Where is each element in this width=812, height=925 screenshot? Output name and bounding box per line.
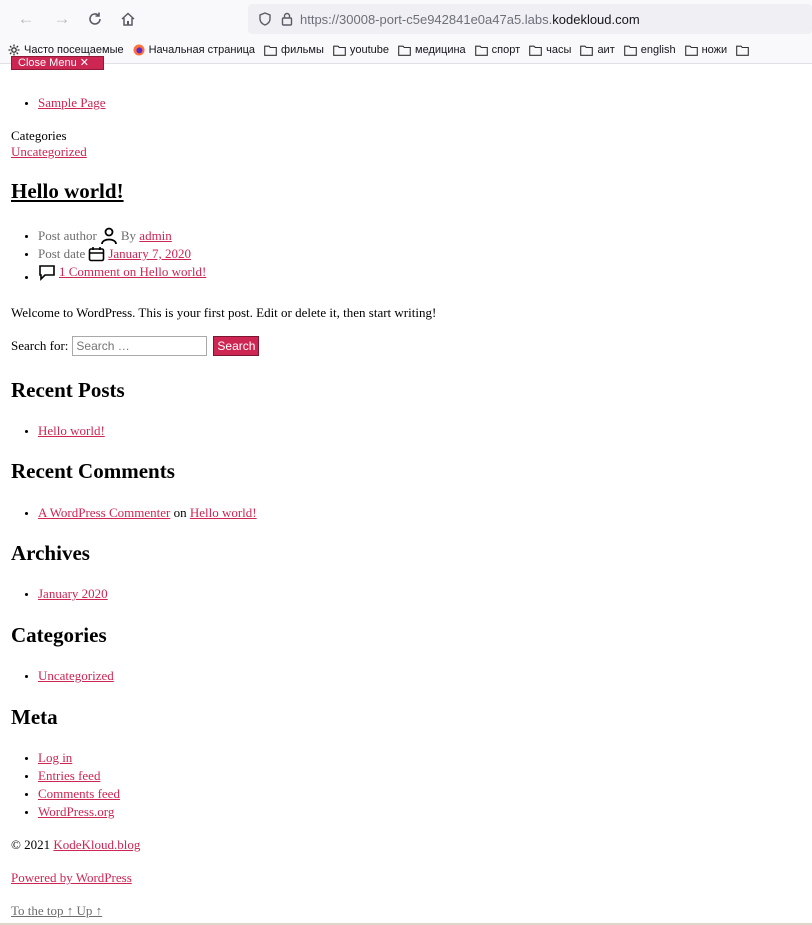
bookmark-folder[interactable] [736,45,753,56]
comments-link[interactable]: • 1 Comment on Hello world! [59,264,207,279]
meta-heading: Meta [11,705,58,729]
list-item [38,94,106,112]
recent-comments-list [0,504,257,522]
folder-icon [333,45,346,56]
wordpress-org-link[interactable]: WordPress.org [38,804,115,819]
post-author-item: • Post author By admin [38,227,206,245]
bookmark-folder[interactable]: english [624,44,676,56]
list-item: • A WordPress Commenter on Hello world! [38,504,257,522]
recent-post-link[interactable]: Hello world! [38,423,105,438]
list-item [38,749,120,767]
search-label: Search for: [11,338,69,353]
home-icon[interactable] [117,8,139,30]
folder-icon [580,45,593,56]
bookmarks-bar [0,37,812,64]
recent-posts-list [0,422,105,440]
lock-icon[interactable] [280,12,294,26]
bookmark-folder[interactable]: youtube [333,44,389,56]
list-item [38,667,114,685]
list-item [38,785,120,803]
category-link[interactable]: Uncategorized [38,668,114,683]
user-icon [100,227,118,245]
list-item [38,422,105,440]
folder-icon [398,45,411,56]
reload-icon[interactable] [84,8,106,30]
shield-icon[interactable] [258,12,272,26]
powered-by-link[interactable]: Powered by WordPress [11,870,132,885]
post-date-item: • Post date January 7, 2020 [38,245,206,263]
address-bar[interactable] [248,4,812,34]
post-title [11,179,124,204]
nav-categories-heading: Categories [11,128,67,143]
comment-icon [38,264,56,281]
footer-copyright: © 2021 KodeKloud.blog [11,837,141,852]
bookmark-folder[interactable]: фильмы [264,44,324,56]
archive-link[interactable]: January 2020 [38,586,108,601]
bookmark-frequent[interactable]: Часто посещаемые [8,44,124,56]
search-input[interactable] [72,336,207,356]
browser-toolbar [0,0,812,37]
back-arrow-icon[interactable]: ← [17,9,35,28]
meta-list [0,749,120,821]
folder-icon [475,45,488,56]
bookmark-folder[interactable]: ножи [685,44,728,56]
commented-post-link[interactable]: Hello world! [189,505,257,520]
url-domain: kodekloud.com [552,11,640,27]
list-item [38,585,108,603]
recent-posts-heading: Recent Posts [11,378,125,402]
nav-uncategorized-link[interactable]: Uncategorized [11,144,87,159]
folder-icon [264,45,277,56]
bookmark-home-page[interactable]: Начальная страница [133,44,255,56]
search-form [11,336,259,356]
close-menu-button[interactable]: Close Menu ✕ [11,56,104,70]
recent-comments-heading: Recent Comments [11,459,175,483]
search-button[interactable]: Search [213,336,259,356]
categories-heading: Categories [11,623,107,647]
post-date-link[interactable]: January 7, 2020 [108,246,191,261]
bookmark-folder[interactable]: аит [580,44,614,56]
archives-list [0,585,108,603]
post-body: Welcome to WordPress. This is your first post. Edit or delete it, then start writing! [11,305,437,320]
menu-list [0,94,106,112]
bookmark-folder[interactable]: часы [529,44,571,56]
folder-icon [624,45,637,56]
list-item [38,803,120,821]
folder-icon [685,45,698,56]
bookmark-folder[interactable]: спорт [475,44,521,56]
author-link[interactable]: admin [139,228,172,243]
bookmark-folder[interactable]: медицина [398,44,466,56]
firefox-icon [133,44,145,56]
archives-heading: Archives [11,541,90,565]
site-link[interactable]: KodeKloud.blog [53,837,141,852]
list-item [38,767,120,785]
post-comments-item [38,263,206,286]
post-meta [0,227,206,286]
commenter-link[interactable]: A WordPress Commenter [38,505,171,520]
page-content [0,57,812,925]
entries-feed-link[interactable]: Entries feed [38,768,101,783]
login-link[interactable]: Log in [38,750,73,765]
folder-icon [736,45,749,56]
calendar-icon [88,246,105,262]
categories-list [0,667,114,685]
gear-icon [8,44,20,56]
to-top-link[interactable]: To the top ↑ Up ↑ [11,903,103,918]
comments-feed-link[interactable]: Comments feed [38,786,120,801]
sample-page-link[interactable]: Sample Page [38,95,106,110]
forward-arrow-icon[interactable]: → [53,9,71,28]
post-title-link[interactable]: Hello world! [11,179,124,203]
folder-icon [529,45,542,56]
url-prefix: https://30008-port-c5e942841e0a47a5.labs. [300,11,553,27]
